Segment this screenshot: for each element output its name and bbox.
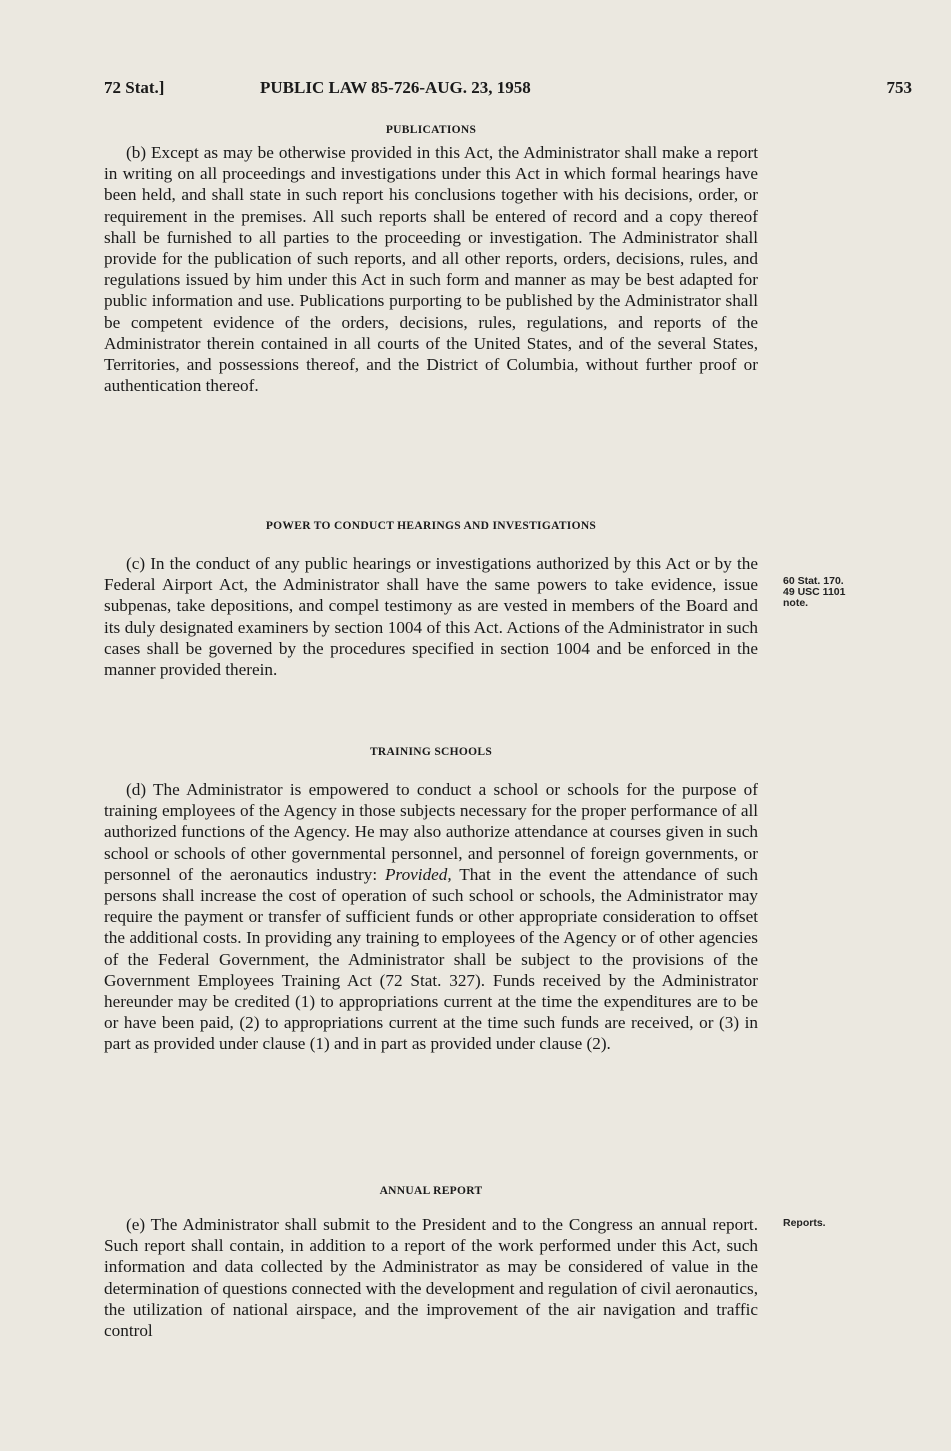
training-text-part-2: That in the event the attendance of such persons shall increase the cost of operation of such school or schools, the Administrator may require the payment or transfer of sufficient funds or other appropriate consideration to offset the additional costs. In providing any training to employees of the Agency or of other agencies of the Federal Government, the Administrator shall be subject to the provisions of the Government Employees Training Act (72 Stat. 327). Funds received by the Administrator hereunder may be credited (1) to appropriations current at the time the expenditures are to be or have been paid, (2) to appropriations current at the time such funds are received, or (3) in part as provided under clause (1) and in part as provided under clause (2). [104, 864, 758, 1054]
training-provided-italic: Provided, [385, 864, 452, 884]
paragraph-e-annual-report: (e) The Administrator shall submit to the President and to the Congress an annual report. Such report shall contain, in addition to a report of the work performed under this Act, such information and data collected by the Administrator as may be considered of value in the determination of questions connected with the development and regulation of civil aeronautics, the utilization of national airspace, and the improvement of the air navigation and traffic control [104, 1215, 758, 1341]
running-header [104, 78, 912, 104]
heading-hearings: POWER TO CONDUCT HEARINGS AND INVESTIGATIONS [265, 520, 597, 532]
paragraph-b-publications: (b) Except as may be otherwise provided in this Act, the Administrator shall make a report in writing on all proceedings and investigations under this Act in which formal hearings have been held, and shall state in such report his conclusions together with his decisions, order, or requirement in the premises. All such reports shall be entered of record and a copy thereof shall be furnished to all parties to the proceeding or investigation. The Administrator shall provide for the publication of such reports, and all other reports, orders, decisions, rules, and regulations issued by him under this Act in such form and manner as may be best adapted for public information and use. Publications purporting to be published by the Administrator shall be competent evidence of the orders, decisions, rules, regulations, and reports of the Administrator therein contained in all courts of the United States, and of the several States, Territories, and possessions thereof, and the District of Columbia, without further proof or authentication thereof. [104, 143, 758, 396]
margin-note-line-1: 60 Stat. 170. [783, 575, 844, 587]
heading-publications: PUBLICATIONS [385, 124, 477, 136]
margin-note-reports: Reports. [783, 1217, 826, 1229]
statute-reference: 72 Stat.] [104, 78, 165, 97]
margin-note-line-3: note. [783, 597, 809, 609]
paragraph-d-training [104, 779, 758, 1055]
margin-note-line-2: 49 USC 1101 [783, 586, 846, 598]
paragraph-c-hearings: (c) In the conduct of any public hearings or investigations authorized by this Act or by the Federal Airport Act, the Administrator shall have the same powers to take evidence, issue subpenas, take depositions, and compel testimony as are vested in members of the Board and its duly designated examiners by section 1004 of this Act. Actions of the Administrator in such cases shall be governed by the procedures specified in section 1004 and be enforced in the manner provided therein. [104, 554, 758, 680]
heading-annual-report: ANNUAL REPORT [379, 1185, 483, 1197]
law-title: PUBLIC LAW 85-726-AUG. 23, 1958 [260, 78, 531, 97]
margin-note-citation [783, 576, 845, 609]
heading-training: TRAINING SCHOOLS [369, 746, 493, 758]
training-text-part-1: (d) The Administrator is empowered to conduct a school or schools for the purpose of training employees of the Agency in those subjects necessary for the proper performance of all authorized functions of the Agency. He may also authorize attendance at courses given in such school or schools of other governmental personnel, and personnel of foreign governments, or personnel of the aeronautics industry: [104, 780, 758, 884]
page-number: 753 [886, 78, 912, 97]
